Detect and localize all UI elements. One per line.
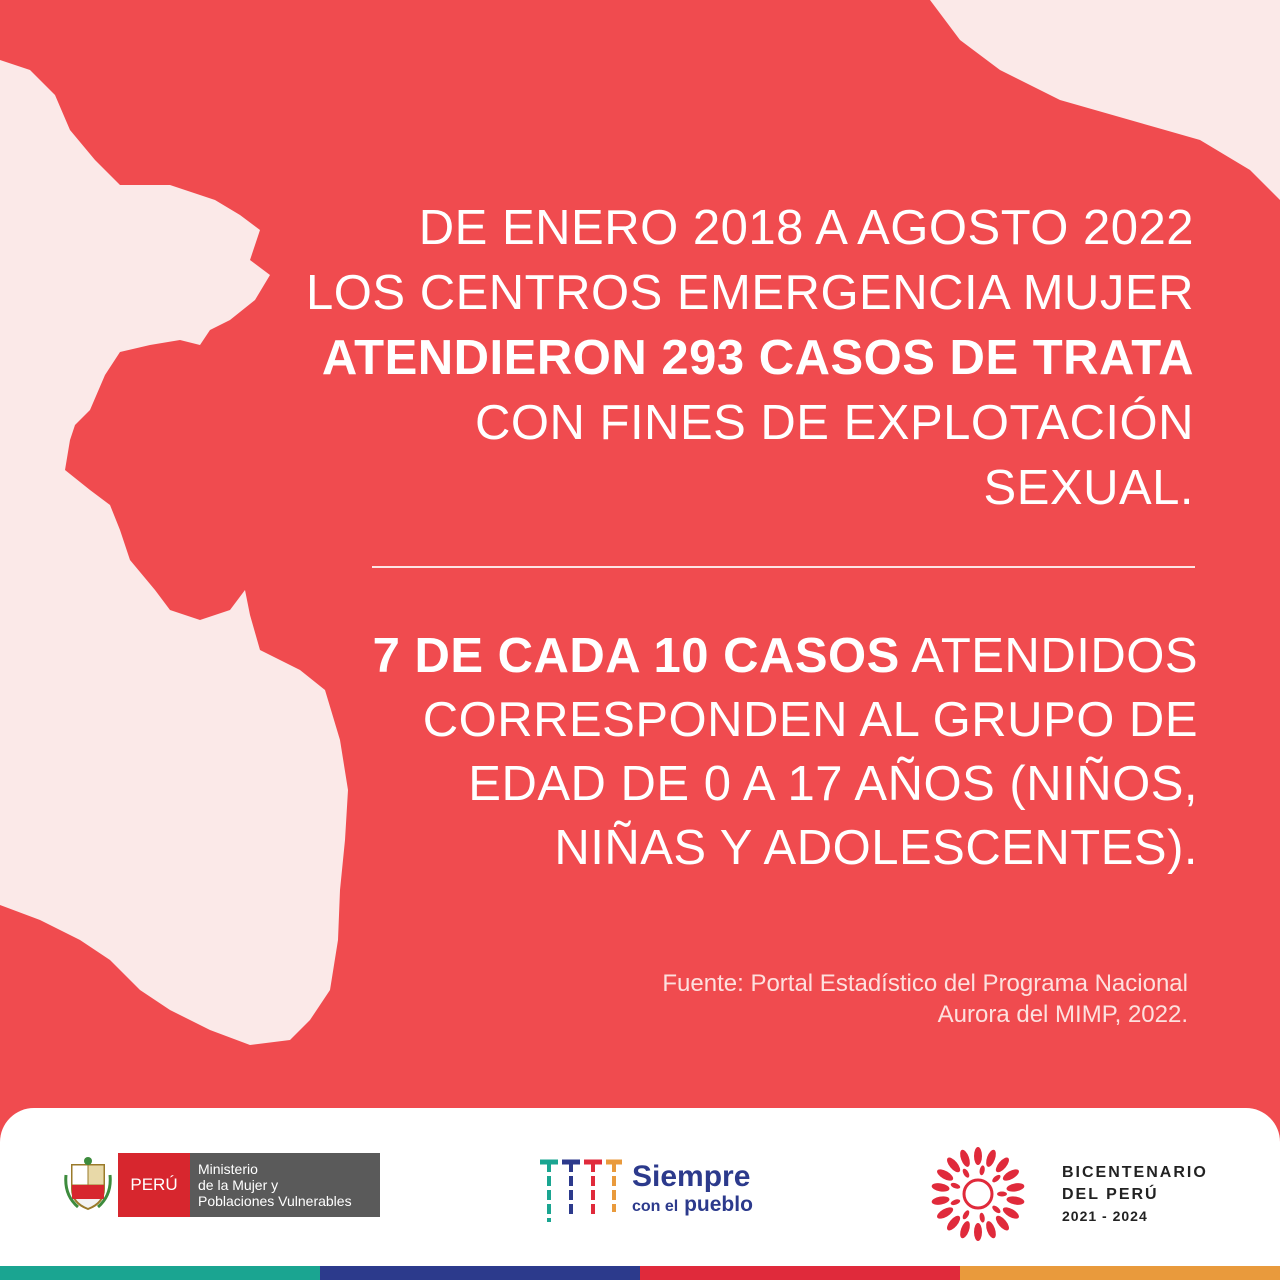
ministry-line-1: Ministerio	[198, 1161, 258, 1177]
stat-line-2: CORRESPONDEN AL GRUPO DE	[422, 693, 1198, 747]
headline-line-5: SEXUAL.	[983, 461, 1194, 515]
stat-line-1-rest: ATENDIDOS	[899, 629, 1198, 683]
headline-line-1: DE ENERO 2018 A AGOSTO 2022	[418, 201, 1194, 255]
ministry-name	[190, 1153, 380, 1217]
stat-bold: 7 DE CADA 10 CASOS	[372, 629, 900, 683]
headline	[194, 196, 1194, 521]
headline-line-4: CON FINES DE EXPLOTACIÓN	[475, 396, 1194, 450]
source-line-1: Fuente: Portal Estadístico del Programa Nacional	[662, 970, 1188, 997]
source-line-2: Aurora del MIMP, 2022.	[937, 1001, 1188, 1028]
strip-green	[0, 1266, 320, 1280]
coat-of-arms-icon	[64, 1155, 112, 1215]
divider	[372, 566, 1195, 568]
siempre-con-el-pueblo-logo	[538, 1152, 753, 1230]
strip-red	[640, 1266, 960, 1280]
ministry-line-3: Poblaciones Vulnerables	[198, 1193, 352, 1209]
footer-logos	[0, 1108, 1280, 1280]
people-ribbons-icon	[538, 1152, 624, 1230]
ministry-line-2: de la Mujer y	[198, 1177, 279, 1193]
stat-line-3: EDAD DE 0 A 17 AÑOS (NIÑOS,	[468, 757, 1198, 811]
siempre-title: Siempre	[632, 1160, 751, 1193]
strip-orange	[960, 1266, 1280, 1280]
strip-blue	[320, 1266, 640, 1280]
peru-label: PERÚ	[118, 1153, 190, 1217]
siempre-con-el: con el	[632, 1198, 679, 1215]
siempre-pueblo: pueblo	[684, 1193, 753, 1216]
stat-line-4: NIÑAS Y ADOLESCENTES).	[554, 821, 1198, 875]
headline-line-3-bold: ATENDIERON 293 CASOS DE TRATA	[321, 331, 1194, 385]
color-strip	[0, 1266, 1280, 1280]
bicent-line-1: BICENTENARIO	[1062, 1164, 1208, 1181]
ministry-logo	[64, 1153, 380, 1217]
statistic-block	[198, 624, 1198, 880]
source-citation	[388, 968, 1188, 1030]
bicentenario-sun-icon	[920, 1144, 1038, 1244]
bicent-line-3: 2021 - 2024	[1062, 1208, 1148, 1224]
bicent-line-2: DEL PERÚ	[1062, 1186, 1159, 1203]
headline-line-2: LOS CENTROS EMERGENCIA MUJER	[306, 266, 1194, 320]
bicentenario-logo	[920, 1144, 1208, 1244]
